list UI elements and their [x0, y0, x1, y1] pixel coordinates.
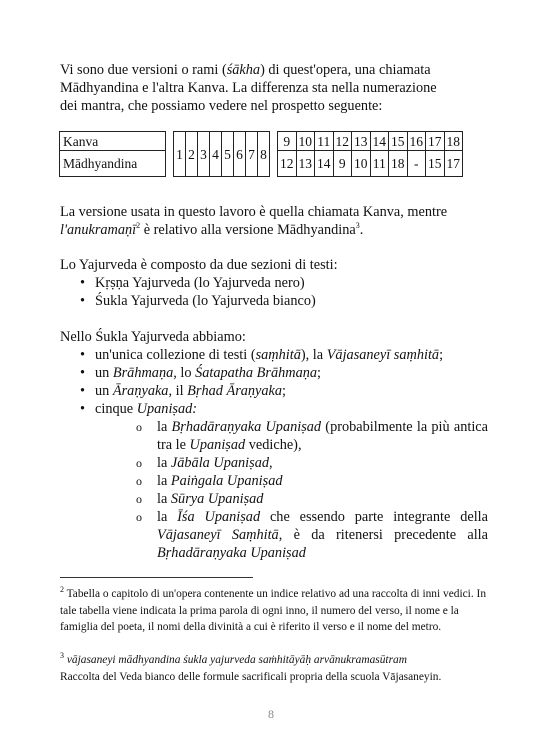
footnote-ref-3[interactable]: 3 [355, 221, 360, 231]
list-item [60, 346, 490, 364]
sakha-term: śākha [226, 62, 261, 78]
list-item [60, 454, 488, 472]
shared-cell: 6 [234, 132, 246, 177]
madhyandina-cell: 9 [333, 151, 352, 177]
spacer-cell [166, 132, 174, 177]
term: Āraṇyaka [112, 383, 169, 399]
shared-cell: 4 [210, 132, 222, 177]
term: Bṛhadāraṇyaka Upaniṣad [171, 419, 322, 435]
term: Īśa Upaniṣad [177, 509, 261, 525]
shared-cell: 1 [174, 132, 186, 177]
madhyandina-cell: 12 [278, 151, 297, 177]
kanva-cell: 16 [407, 132, 426, 151]
term: Paiṅgala Upaniṣad [170, 473, 283, 489]
bullet-icon: • [80, 401, 86, 417]
list-item [60, 292, 490, 310]
madhyandina-cell: 13 [296, 151, 315, 177]
text: che essendo parte integrante della [260, 509, 488, 525]
list-item [60, 364, 490, 382]
yajurveda-sections-list [60, 274, 490, 310]
term: Brāhmaṇa [112, 365, 174, 381]
yajurveda-intro: Lo Yajurveda è composto da due sezioni di testi: [60, 257, 338, 273]
circle-bullet-icon: o [136, 474, 142, 488]
term: saṃhitā [255, 347, 301, 363]
bullet-icon: • [80, 347, 86, 363]
shared-cell: 7 [246, 132, 258, 177]
text: la [157, 455, 171, 471]
term: Upaniṣad: [136, 401, 198, 417]
text: , lo [173, 365, 196, 381]
term: Jābāla Upaniṣad [170, 455, 269, 471]
circle-bullet-icon: o [136, 492, 142, 506]
footnote-2 [60, 586, 490, 636]
footnote-3 [60, 652, 490, 685]
row-label-kanva: Kanva [60, 132, 166, 151]
spacer-cell [270, 132, 278, 177]
upanishad-list [60, 418, 488, 562]
text: un'unica collezione di testi ( [95, 347, 256, 363]
version-text-2: è relativo alla versione Mādhyandina [140, 222, 356, 238]
term: Upaniṣad [189, 437, 246, 453]
madhyandina-cell: 15 [426, 151, 445, 177]
footnote-divider [60, 577, 253, 578]
kanva-cell: 17 [426, 132, 445, 151]
term: Śatapatha Brāhmaṇa [195, 365, 318, 381]
kanva-cell: 14 [370, 132, 389, 151]
kanva-cell: 10 [296, 132, 315, 151]
list-item-text: Śukla Yajurveda (lo Yajurveda bianco) [95, 293, 316, 309]
version-paragraph [60, 203, 488, 239]
bullet-icon: • [80, 275, 86, 291]
bullet-icon: • [80, 365, 86, 381]
madhyandina-cell: 18 [389, 151, 408, 177]
intro-paragraph [60, 61, 488, 115]
footnote-text: Tabella o capitolo di un'opera contenente un indice relativo ad una raccolta di inni vedici. In tale tabella viene indicata la prima parola di ogni inno, il numero del verso, il nome e la famiglia del poeta, il nomi della divinità a cui è riferito il verso e il nome del metro. [60, 588, 487, 633]
text: ; [282, 383, 287, 399]
madhyandina-cell: 17 [444, 151, 463, 177]
intro-text-3: Mādhyandina e l'altra Kanva. La differenza sta nella numerazione [60, 80, 437, 96]
text: ; [439, 347, 444, 363]
mantra-comparison-table [59, 131, 463, 177]
anukramani-term: l'anukramaṇī [60, 222, 137, 238]
term: Sūrya Upaniṣad [170, 491, 264, 507]
madhyandina-cell: 10 [352, 151, 371, 177]
kanva-cell: 11 [315, 132, 334, 151]
text: , [269, 455, 273, 471]
term: Vājasaneyī Saṃhitā [157, 527, 279, 543]
text: vediche), [245, 437, 302, 453]
text: , è da ritenersi precedente alla [278, 527, 489, 543]
circle-bullet-icon: o [136, 456, 142, 470]
shared-cell: 8 [258, 132, 270, 177]
list-item-text: Kṛṣṇa Yajurveda (lo Yajurveda nero) [95, 275, 305, 291]
footnote-text: Raccolta del Veda bianco delle formule sacrificali propria della scuola Vājasaneyin. [60, 670, 442, 683]
term: Bṛhadāraṇyaka Upaniṣad [157, 545, 306, 561]
list-item [60, 472, 488, 490]
text: la [157, 491, 171, 507]
page-number: 8 [268, 707, 274, 721]
kanva-cell: 9 [278, 132, 297, 151]
text: ), la [300, 347, 327, 363]
kanva-cell: 15 [389, 132, 408, 151]
table-row-kanva [60, 132, 463, 151]
text: , il [168, 383, 188, 399]
version-text-1: La versione usata in questo lavoro è quella chiamata Kanva, mentre [60, 204, 448, 220]
row-label-madhyandina: Mādhyandina [60, 151, 166, 177]
text: (probabilmente la più antica tra le [157, 419, 488, 453]
shared-cell: 5 [222, 132, 234, 177]
term: Bṛhad Āraṇyaka [187, 383, 283, 399]
footnote-title: vājasaneyi mādhyandina śukla yajurveda saṁhitāyāḥ arvānukramasūtram [64, 654, 407, 666]
circle-bullet-icon: o [136, 510, 142, 524]
intro-text-4: dei mantra, che possiamo vedere nel prospetto seguente: [60, 98, 383, 114]
footnote-number: 2 [60, 585, 64, 595]
circle-bullet-icon: o [136, 420, 142, 434]
list-item [60, 418, 488, 454]
kanva-cell: 18 [444, 132, 463, 151]
term: Vājasaneyī saṃhitā [326, 347, 440, 363]
list-item [60, 400, 490, 418]
text: la [157, 473, 171, 489]
text: la [157, 419, 172, 435]
list-item [60, 382, 490, 400]
text: un [95, 383, 113, 399]
madhyandina-cell: 14 [315, 151, 334, 177]
shukla-intro: Nello Śukla Yajurveda abbiamo: [60, 329, 246, 345]
text: un [95, 365, 113, 381]
footnote-number: 3 [60, 651, 64, 661]
list-item [60, 508, 488, 562]
madhyandina-cell: - [407, 151, 426, 177]
kanva-cell: 12 [333, 132, 352, 151]
shared-cell: 3 [198, 132, 210, 177]
intro-text-1: Vi sono due versioni o rami ( [60, 62, 227, 78]
bullet-icon: • [80, 293, 86, 309]
shared-cell: 2 [186, 132, 198, 177]
intro-text-2: ) di quest'opera, una chiamata [260, 62, 431, 78]
madhyandina-cell: 11 [370, 151, 389, 177]
list-item [60, 274, 490, 292]
text: la [157, 509, 178, 525]
bullet-icon: • [80, 383, 86, 399]
list-item [60, 490, 488, 508]
text: ; [317, 365, 321, 381]
footnote-ref-2[interactable]: 2 [136, 221, 141, 231]
kanva-cell: 13 [352, 132, 371, 151]
shukla-contents-list [60, 346, 490, 418]
text: cinque [95, 401, 137, 417]
version-text-end: . [359, 222, 364, 238]
